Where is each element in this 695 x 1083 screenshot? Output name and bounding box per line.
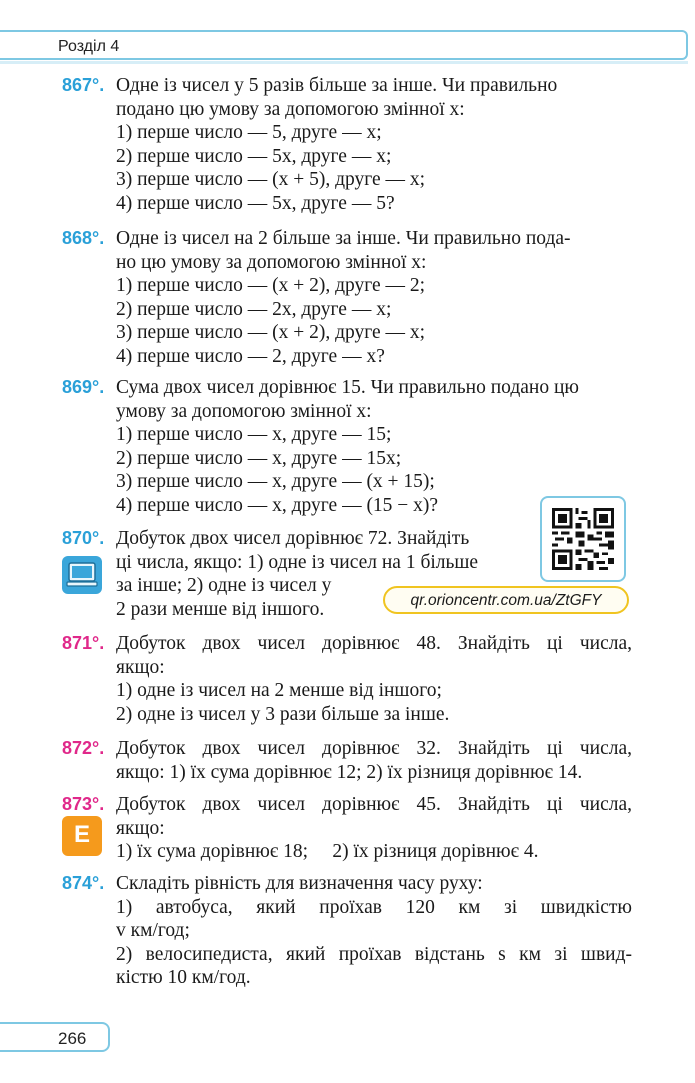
problem-line: 4) перше число — x, друге — (15 − x)? — [116, 494, 439, 516]
problem-number: 867°. — [62, 75, 105, 95]
problem-line: за інше; 2) одне із чисел у — [116, 575, 332, 596]
problem-line: 1) перше число — 5, друге — x; — [116, 122, 382, 143]
problem-line: 2) перше число — x, друге — 15x; — [116, 447, 402, 469]
problem-number: 871°. — [62, 633, 105, 653]
problem-number: 869°. — [62, 377, 105, 397]
qr-code-icon — [552, 508, 614, 570]
problem-line: 2) одне із чисел у 3 рази більше за інше. — [116, 703, 450, 725]
problem-line: 1) перше число — x, друге — 15; — [116, 424, 392, 445]
section-title: Розділ 4 — [58, 38, 120, 55]
problem-line: Складіть рівність для визначення часу руху: — [116, 873, 483, 894]
problem-line: Сума двох чисел дорівнює 15. Чи правильно подано цю — [116, 377, 579, 398]
problem-line: 2) велосипедиста, який проїхав відстань s км зі швид- — [116, 943, 632, 965]
problem-line: 2) перше число — 2x, друге — x; — [116, 298, 392, 320]
problem-number: 873°. — [62, 794, 105, 814]
qr-url-link[interactable] — [383, 586, 629, 614]
e-letter: E — [73, 821, 90, 848]
problem-number: 868°. — [62, 228, 105, 248]
header-bar — [0, 30, 688, 60]
problem-line: Одне із чисел на 2 більше за інше. Чи правильно пода- — [116, 228, 571, 249]
problem-line: 4) перше число — 2, друге — x? — [116, 345, 385, 367]
problem-line: 4) перше число — 5x, друге — 5? — [116, 192, 395, 214]
page-number: 266 — [58, 1029, 87, 1048]
problem-line: 2 рази менше від іншого. — [116, 598, 325, 620]
page-number-box — [0, 1022, 110, 1052]
problem-line: Добуток двох чисел дорівнює 32. Знайдіть ці числа, — [116, 738, 632, 759]
problem-line: 1) автобуса, який проїхав 120 км зі швидкістю — [116, 896, 632, 918]
problem-line: 3) перше число — x, друге — (x + 15); — [116, 471, 435, 492]
problem-line: 3) перше число — (x + 5), друге — x; — [116, 169, 426, 190]
problem-line: Добуток двох чисел дорівнює 45. Знайдіть ці числа, — [116, 794, 632, 815]
problem-number: 874°. — [62, 873, 105, 893]
problem-number: 870°. — [62, 528, 105, 548]
problem-line: ці числа, якщо: 1) одне із чисел на 1 більше — [116, 551, 479, 573]
problem-line: Добуток двох чисел дорівнює 72. Знайдіть — [116, 528, 470, 549]
problem-line: Одне із чисел у 5 разів більше за інше. Чи правильно — [116, 75, 558, 96]
problem-line: якщо: 1) їх сума дорівнює 12; 2) їх різниця дорівнює 14. — [116, 761, 583, 783]
problem-line: подано цю умову за допомогою змінної x: — [116, 98, 465, 120]
problem-line: 3) перше число — (x + 2), друге — x; — [116, 322, 426, 343]
problem-line: v км/год; — [116, 920, 190, 941]
problem-number: 872°. — [62, 738, 105, 758]
problem-line: якщо: — [116, 817, 165, 839]
e-resource-icon[interactable] — [62, 816, 102, 856]
problem-line: якщо: — [116, 656, 165, 678]
qr-url-text: qr.orioncentr.com.ua/ZtGFY — [410, 592, 602, 609]
problem-line: 1) їх сума дорівнює 18; 2) їх різниця дорівнює 4. — [116, 841, 539, 862]
problem-line: но цю умову за допомогою змінної x: — [116, 251, 427, 273]
problem-line: 1) перше число — (x + 2), друге — 2; — [116, 275, 426, 296]
problem-line: кістю 10 км/год. — [116, 967, 251, 988]
problem-line: Добуток двох чисел дорівнює 48. Знайдіть ці числа, — [116, 633, 632, 654]
problem-line: умову за допомогою змінної x: — [116, 400, 372, 422]
qr-code-box[interactable] — [540, 496, 626, 582]
problem-line: 2) перше число — 5x, друге — x; — [116, 145, 392, 167]
monitor-icon — [62, 556, 102, 594]
computer-icon[interactable] — [62, 556, 102, 594]
problem-line: 1) одне із чисел на 2 менше від іншого; — [116, 680, 442, 701]
